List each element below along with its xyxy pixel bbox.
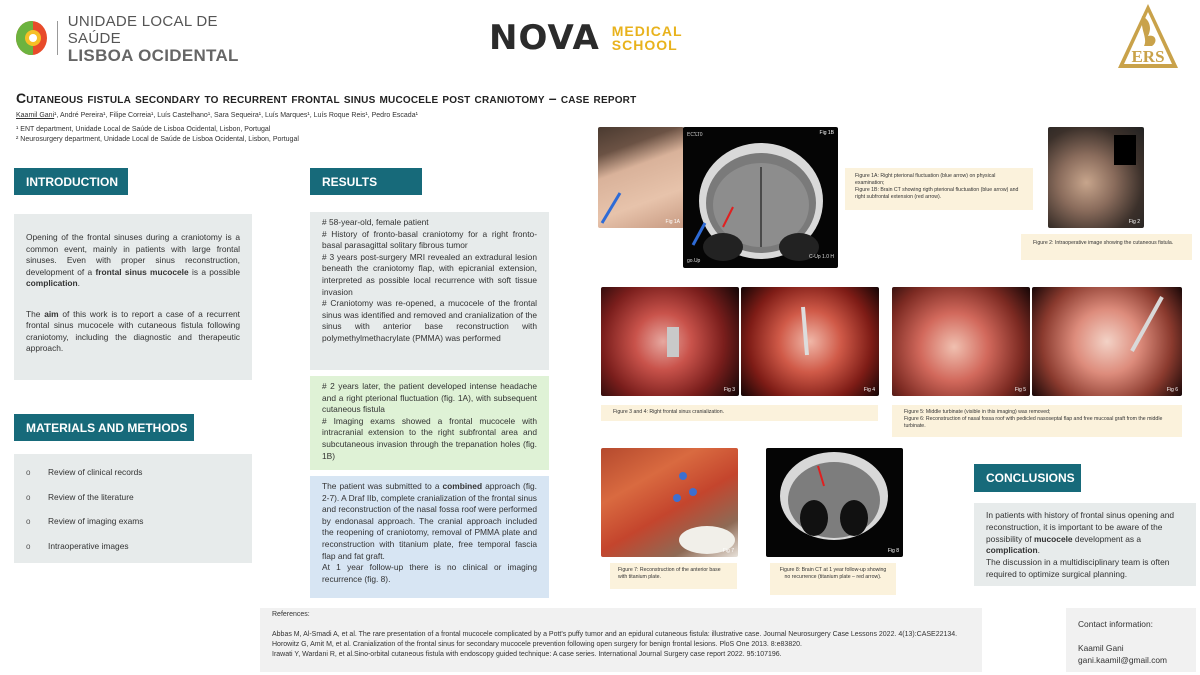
methods-box: [14, 454, 252, 563]
caption-6: Figure 6: Reconstruction of nasal fossa roof with pedicled nasoseptal flap and free mucosal graft from the middle turbinate.: [904, 416, 1163, 429]
figure-8-ct: [766, 448, 903, 557]
caption-5: Figure 5: Middle turbinate (visible in this imaging) was removed;: [904, 409, 1051, 415]
fig-7-label: Fig 7: [722, 548, 734, 554]
results-box-history: # 58-year-old, female patient # History of fronto-basal craniotomy for a right fronto-basal parasagittal solitary fibrous tumor # 3 years post-surgery MRI revealed an extradural lesion beneath the craniotomy flap, with epicranial extension, interpreted as possible local recurrence with soft tissue invasion # Craniotomy was re-opened, a mucocele of the frontal sinus was identified and removed and cranialization of the sinus with anterior base reconstruction with polymethylmethacrylate (PMMA) was performed: [310, 212, 549, 370]
contact-box: [1066, 608, 1196, 672]
conclusions-box: [974, 503, 1196, 586]
fig-6-label: Fig 6: [1166, 387, 1178, 393]
fig-3-label: Fig 3: [723, 387, 735, 393]
fig-4-label: Fig 4: [863, 387, 875, 393]
references-box: [260, 608, 982, 672]
nova-word: NOVA: [489, 18, 600, 58]
fig-2-label: Fig 2: [1128, 219, 1140, 225]
introduction-heading: INTRODUCTION: [14, 168, 128, 195]
nova-medical: MEDICAL: [611, 23, 683, 39]
figure-3-endoscopy: [601, 287, 739, 396]
logo-divider: [57, 21, 58, 55]
results-box-treatment: The patient was submitted to a combined approach (fig. 2-7). A Draf IIb, complete cranialization of the frontal sinus and reconstruction of the nasal fossa roof were performed by endonasal approach. The cranial approach included the reopening of craniotomy, removal of PMMA plate and reconstruction with titanium plate, free temporal fascia flap and fat graft. At 1 year follow-up there is no clinical or imaging recurrence (fig. 8).: [310, 476, 549, 598]
figure-7-caption: Figure 7: Reconstruction of the anterior base with titanium plate.: [610, 563, 737, 589]
results-box-presentation: # 2 years later, the patient developed intense headache and a right pterional fluctuation (fig. 1A), with subsequent cutaneous fistula # Imaging exams showed a frontal mucocele with intracranial extension to the right subfrontal area and subcutaneous invasion through the trepanation holes (fig. 1B): [310, 376, 549, 470]
uls-line2: LISBOA OCIDENTAL: [67, 45, 239, 65]
uls-line1: UNIDADE LOCAL DE SAÚDE: [67, 12, 218, 47]
nova-medical-school-text: [612, 24, 683, 52]
methods-heading: MATERIALS AND METHODS: [14, 414, 194, 441]
bullet-marker: o: [26, 517, 31, 526]
figure-8-caption: Figure 8: Brain CT at 1 year follow-up showing no recurrence (titanium plate – red arrow).: [770, 563, 896, 595]
reference-3: Irawati Y, Wardani R, et al.Sino-orbital cutaneous fistula with endoscopy guided technique: A case series. International Journal Surgery case report 2022. 95:107196.: [272, 651, 782, 658]
fig-2-censor-block: [1114, 135, 1136, 165]
affiliation-1: ¹ ENT department, Unidade Local de Saúde de Lisboa Ocidental, Lisbon, Portugal: [16, 126, 271, 133]
reference-2: Horowitz G, Amit M, et al. Cranialization of the frontal sinus for secondary mucocele prevention following open surgery for benign frontal lesions. PloS One 2013. 8:e83820.: [272, 641, 802, 648]
conclusions-paragraph-2: The discussion in a multidisciplinary team is often required to optimize surgical planning.: [986, 557, 1170, 579]
figure-1b-ct: [683, 127, 838, 268]
contact-email[interactable]: gani.kaamil@gmail.com: [1078, 655, 1168, 665]
fig-1b-top-text: ECZ10: [687, 130, 703, 136]
methods-list-item: [26, 492, 240, 504]
introduction-paragraph-2: The aim of this work is to report a case of a recurrent frontal sinus mucocele with cutaneous fistula following craniotomy, including the diagnostic and therapeutic approach.: [26, 308, 240, 353]
ers-logo-text: ERS: [1131, 47, 1165, 66]
conclusions-paragraph-1: In patients with history of frontal sinus opening and reconstruction, it is important to be aware of the possibility of mucocele development as a complication.: [986, 510, 1175, 556]
methods-list-item: [26, 467, 240, 479]
uls-logo-text: [68, 13, 256, 64]
figure-1-caption: [845, 168, 1033, 210]
methods-item-label: Review of clinical records: [48, 467, 143, 477]
caption-1b: Figure 1B: Brain CT showing rigth pterional fluctuation (blue arrow) and right subfrontal extension (red arrow).: [855, 187, 1019, 200]
methods-item-label: Intraoperative images: [48, 540, 129, 551]
author-list: [16, 112, 418, 119]
figure-3-4-caption: Figure 3 and 4: Right frontal sinus cranialization.: [601, 405, 878, 421]
references-heading: References:: [272, 611, 310, 618]
caption-1a: Figure 1A: Right pterional fluctuation (blue arrow) on physical examination;: [855, 173, 996, 186]
results-heading: RESULTS: [310, 168, 422, 195]
methods-item-label: Review of the literature: [48, 491, 134, 502]
fig-1b-label: Fig 1B: [819, 130, 834, 136]
uls-logo-mark: [16, 21, 47, 55]
bullet-marker: o: [26, 468, 31, 477]
bullet-marker: o: [26, 541, 31, 551]
figure-1a-photo: [598, 127, 684, 228]
fig-5-label: Fig 5: [1014, 387, 1026, 393]
methods-list: [26, 467, 240, 552]
figure-2-caption: Figure 2: Intraoperative image showing the cutaneous fistula.: [1021, 234, 1192, 260]
figure-5-6-caption: [892, 405, 1182, 437]
contact-heading: Contact information:: [1078, 619, 1153, 629]
ers-logo: [1112, 2, 1184, 70]
figure-7-intraop: [601, 448, 738, 557]
fig-1b-corner-left: go.Up: [687, 258, 701, 264]
fig-1a-label: Fig 1A: [665, 219, 680, 225]
figure-5-endoscopy: [892, 287, 1030, 396]
figure-4-endoscopy: [741, 287, 879, 396]
nova-medical-school-logo: [489, 20, 683, 56]
bullet-marker: o: [26, 492, 31, 502]
figure-6-endoscopy: [1032, 287, 1182, 396]
methods-item-label: Review of imaging exams: [48, 516, 144, 526]
first-author: Kaamil Gani: [16, 112, 55, 119]
methods-list-item: [26, 541, 240, 553]
poster-title: Cutaneous fistula secondary to recurrent frontal sinus mucocele post craniotomy – case report: [16, 90, 637, 106]
reference-1: Abbas M, Al-Smadi A, et al. The rare presentation of a frontal mucocele complicated by a Pott's puffy tumor and an epidural cutaneous fistula: illustrative case. Journal Neurosurgery Case Lessons 2022. 4(13):CASE22134.: [272, 631, 958, 638]
introduction-paragraph-1: Opening of the frontal sinuses during a craniotomy is a common event, mainly in patients with large frontal sinuses. Even with proper sinus reconstruction, development of a frontal sinus mucocele is a possible complication.: [26, 232, 240, 288]
uls-logo: [16, 12, 256, 65]
nova-school: SCHOOL: [611, 37, 678, 53]
fig-1b-corner-right: C-Up 1.0 H: [808, 254, 834, 260]
conclusions-heading: CONCLUSIONS: [974, 464, 1081, 492]
contact-name: Kaamil Gani: [1078, 643, 1124, 653]
introduction-box: [14, 214, 252, 380]
fig-8-label: Fig 8: [887, 548, 899, 554]
other-authors: ¹, André Pereira¹, Filipe Correia¹, Luís Castelhano¹, Sara Sequeira¹, Luís Marques¹, Luís Roque Reis¹, Pedro Escada¹: [54, 112, 418, 119]
affiliation-2: ² Neurosurgery department, Unidade Local de Saúde de Lisboa Ocidental, Lisbon, Portugal: [16, 136, 299, 143]
methods-list-item: [26, 516, 240, 528]
figure-2-photo: [1048, 127, 1144, 228]
